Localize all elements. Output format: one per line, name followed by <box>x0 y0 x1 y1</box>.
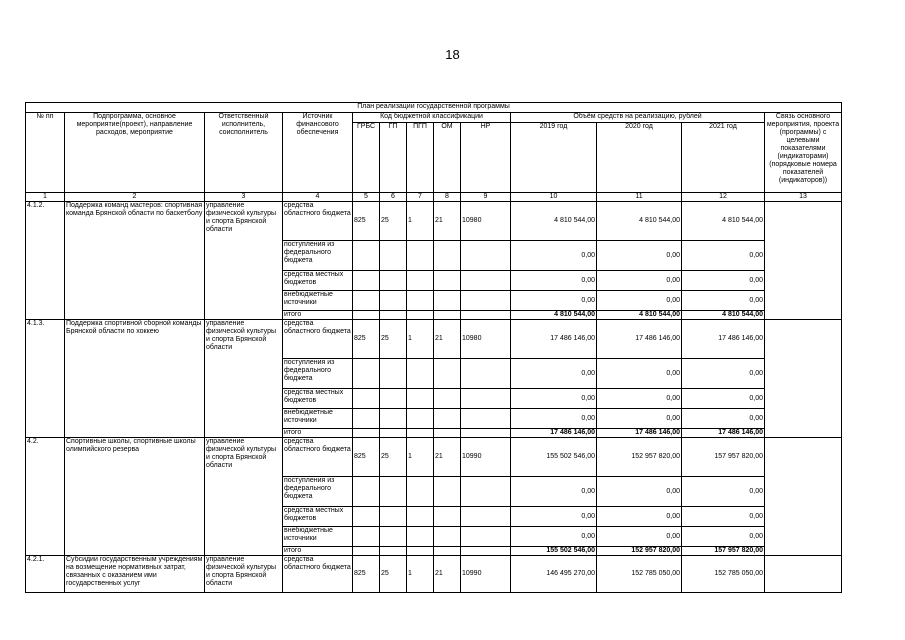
row-2021: 0,00 <box>682 409 765 429</box>
row-responsible: управление физической культуры и спорта Брянской области <box>205 556 283 593</box>
row-2021: 0,00 <box>682 389 765 409</box>
header-om: ОМ <box>434 123 461 193</box>
row-2020: 17 486 146,00 <box>597 320 682 359</box>
row-pgp: 1 <box>407 320 434 359</box>
total-2019: 4 810 544,00 <box>511 311 597 320</box>
row-source: средства областного бюджета <box>283 556 353 593</box>
col-number: 9 <box>461 193 511 202</box>
table-row <box>26 438 842 477</box>
row-2019: 146 495 270,00 <box>511 556 597 593</box>
row-gp: 25 <box>380 438 407 477</box>
row-2021: 0,00 <box>682 527 765 547</box>
row-2020: 0,00 <box>597 291 682 311</box>
total-2019: 17 486 146,00 <box>511 429 597 438</box>
row-2020: 152 785 050,00 <box>597 556 682 593</box>
header-2020: 2020 год <box>597 123 682 193</box>
header-responsible: Ответственный исполнитель, соисполнитель <box>205 113 283 193</box>
row-om: 21 <box>434 438 461 477</box>
row-2019: 155 502 546,00 <box>511 438 597 477</box>
header-2021: 2021 год <box>682 123 765 193</box>
row-nr: 10990 <box>461 556 511 593</box>
row-source: поступления из федерального бюджета <box>283 359 353 389</box>
total-2021: 17 486 146,00 <box>682 429 765 438</box>
row-pgp: 1 <box>407 438 434 477</box>
row-source: внебюджетные источники <box>283 527 353 547</box>
header-budget-code: Код бюджетной классификации <box>353 113 511 123</box>
row-2021: 152 785 050,00 <box>682 556 765 593</box>
row-2019: 0,00 <box>511 241 597 271</box>
col-number: 3 <box>205 193 283 202</box>
row-source: средства местных бюджетов <box>283 389 353 409</box>
row-source: поступления из федерального бюджета <box>283 477 353 507</box>
total-2020: 152 957 820,00 <box>597 547 682 556</box>
row-grbs: 825 <box>353 202 380 241</box>
header-num: № пп <box>26 113 65 193</box>
row-2020: 152 957 820,00 <box>597 438 682 477</box>
row-2021: 0,00 <box>682 291 765 311</box>
row-2019: 0,00 <box>511 271 597 291</box>
row-2020: 0,00 <box>597 409 682 429</box>
row-link <box>765 320 842 438</box>
row-responsible: управление физической культуры и спорта Брянской области <box>205 320 283 438</box>
row-num: 4.2.1. <box>26 556 65 593</box>
row-2020: 0,00 <box>597 241 682 271</box>
row-om: 21 <box>434 556 461 593</box>
row-link <box>765 202 842 320</box>
row-name: Поддержка спортивной сборной команды Брянской области по хоккею <box>65 320 205 438</box>
row-2020: 0,00 <box>597 389 682 409</box>
row-2020: 0,00 <box>597 507 682 527</box>
row-2021: 0,00 <box>682 359 765 389</box>
plan-table <box>25 102 842 593</box>
row-2021: 0,00 <box>682 507 765 527</box>
row-link <box>765 556 842 593</box>
row-2020: 0,00 <box>597 527 682 547</box>
row-source: средства местных бюджетов <box>283 271 353 291</box>
total-label: итого <box>283 547 353 556</box>
row-name: Субсидии государственным учреждениям на возмещение нормативных затрат, связанных с оказанием ими государственных услуг <box>65 556 205 593</box>
row-responsible: управление физической культуры и спорта Брянской области <box>205 202 283 320</box>
col-number: 8 <box>434 193 461 202</box>
col-number: 10 <box>511 193 597 202</box>
header-gp: ГП <box>380 123 407 193</box>
total-label: итого <box>283 429 353 438</box>
row-2019: 0,00 <box>511 527 597 547</box>
row-nr: 10980 <box>461 320 511 359</box>
row-2019: 0,00 <box>511 389 597 409</box>
row-source: средства областного бюджета <box>283 202 353 241</box>
header-link: Связь основного мероприятия, проекта (программы) с целевыми показателями (индикаторами) (порядковые номера показателей (индикаторов)) <box>765 113 842 193</box>
col-number: 2 <box>65 193 205 202</box>
row-2019: 17 486 146,00 <box>511 320 597 359</box>
row-source: внебюджетные источники <box>283 409 353 429</box>
col-number: 11 <box>597 193 682 202</box>
row-grbs: 825 <box>353 556 380 593</box>
row-source: средства областного бюджета <box>283 438 353 477</box>
header-grbs: ГРБС <box>353 123 380 193</box>
row-2021: 0,00 <box>682 271 765 291</box>
row-source: средства областного бюджета <box>283 320 353 359</box>
row-2019: 0,00 <box>511 507 597 527</box>
header-pgp: ПГП <box>407 123 434 193</box>
row-2021: 4 810 544,00 <box>682 202 765 241</box>
row-name: Спортивные школы, спортивные школы олимпийского резерва <box>65 438 205 556</box>
row-2020: 0,00 <box>597 359 682 389</box>
col-number: 7 <box>407 193 434 202</box>
row-source: поступления из федерального бюджета <box>283 241 353 271</box>
row-2019: 0,00 <box>511 477 597 507</box>
table-title: План реализации государственной программы <box>26 103 842 113</box>
row-gp: 25 <box>380 202 407 241</box>
row-source: средства местных бюджетов <box>283 507 353 527</box>
col-number: 4 <box>283 193 353 202</box>
row-num: 4.2. <box>26 438 65 556</box>
row-gp: 25 <box>380 320 407 359</box>
col-number: 1 <box>26 193 65 202</box>
row-responsible: управление физической культуры и спорта Брянской области <box>205 438 283 556</box>
total-2020: 4 810 544,00 <box>597 311 682 320</box>
row-grbs: 825 <box>353 438 380 477</box>
row-name: Поддержка команд мастеров: спортивная команда Брянской области по баскетболу <box>65 202 205 320</box>
col-number: 6 <box>380 193 407 202</box>
row-pgp: 1 <box>407 202 434 241</box>
total-2021: 157 957 820,00 <box>682 547 765 556</box>
row-grbs: 825 <box>353 320 380 359</box>
row-num: 4.1.3. <box>26 320 65 438</box>
row-2020: 0,00 <box>597 271 682 291</box>
header-volume: Объём средств на реализацию, рублей <box>511 113 765 123</box>
row-nr: 10990 <box>461 438 511 477</box>
header-nr: НР <box>461 123 511 193</box>
row-2021: 0,00 <box>682 477 765 507</box>
col-number: 13 <box>765 193 842 202</box>
total-2021: 4 810 544,00 <box>682 311 765 320</box>
total-2019: 155 502 546,00 <box>511 547 597 556</box>
row-om: 21 <box>434 320 461 359</box>
table-row <box>26 320 842 359</box>
header-subprogram: Подпрограмма, основное мероприятие(проект), направление расходов, мероприятие <box>65 113 205 193</box>
row-om: 21 <box>434 202 461 241</box>
row-2020: 0,00 <box>597 477 682 507</box>
row-source: внебюджетные источники <box>283 291 353 311</box>
row-2019: 0,00 <box>511 291 597 311</box>
row-2019: 0,00 <box>511 359 597 389</box>
row-2019: 0,00 <box>511 409 597 429</box>
row-gp: 25 <box>380 556 407 593</box>
row-nr: 10980 <box>461 202 511 241</box>
header-2019: 2019 год <box>511 123 597 193</box>
page-number: 18 <box>445 47 460 62</box>
total-2020: 17 486 146,00 <box>597 429 682 438</box>
table-row <box>26 556 842 593</box>
row-link <box>765 438 842 556</box>
col-number: 5 <box>353 193 380 202</box>
row-2019: 4 810 544,00 <box>511 202 597 241</box>
header-source: Источник финансового обеспечения <box>283 113 353 193</box>
row-2021: 157 957 820,00 <box>682 438 765 477</box>
table-row <box>26 202 842 241</box>
row-2020: 4 810 544,00 <box>597 202 682 241</box>
col-number: 12 <box>682 193 765 202</box>
total-label: итого <box>283 311 353 320</box>
row-2021: 0,00 <box>682 241 765 271</box>
row-pgp: 1 <box>407 556 434 593</box>
row-num: 4.1.2. <box>26 202 65 320</box>
row-2021: 17 486 146,00 <box>682 320 765 359</box>
